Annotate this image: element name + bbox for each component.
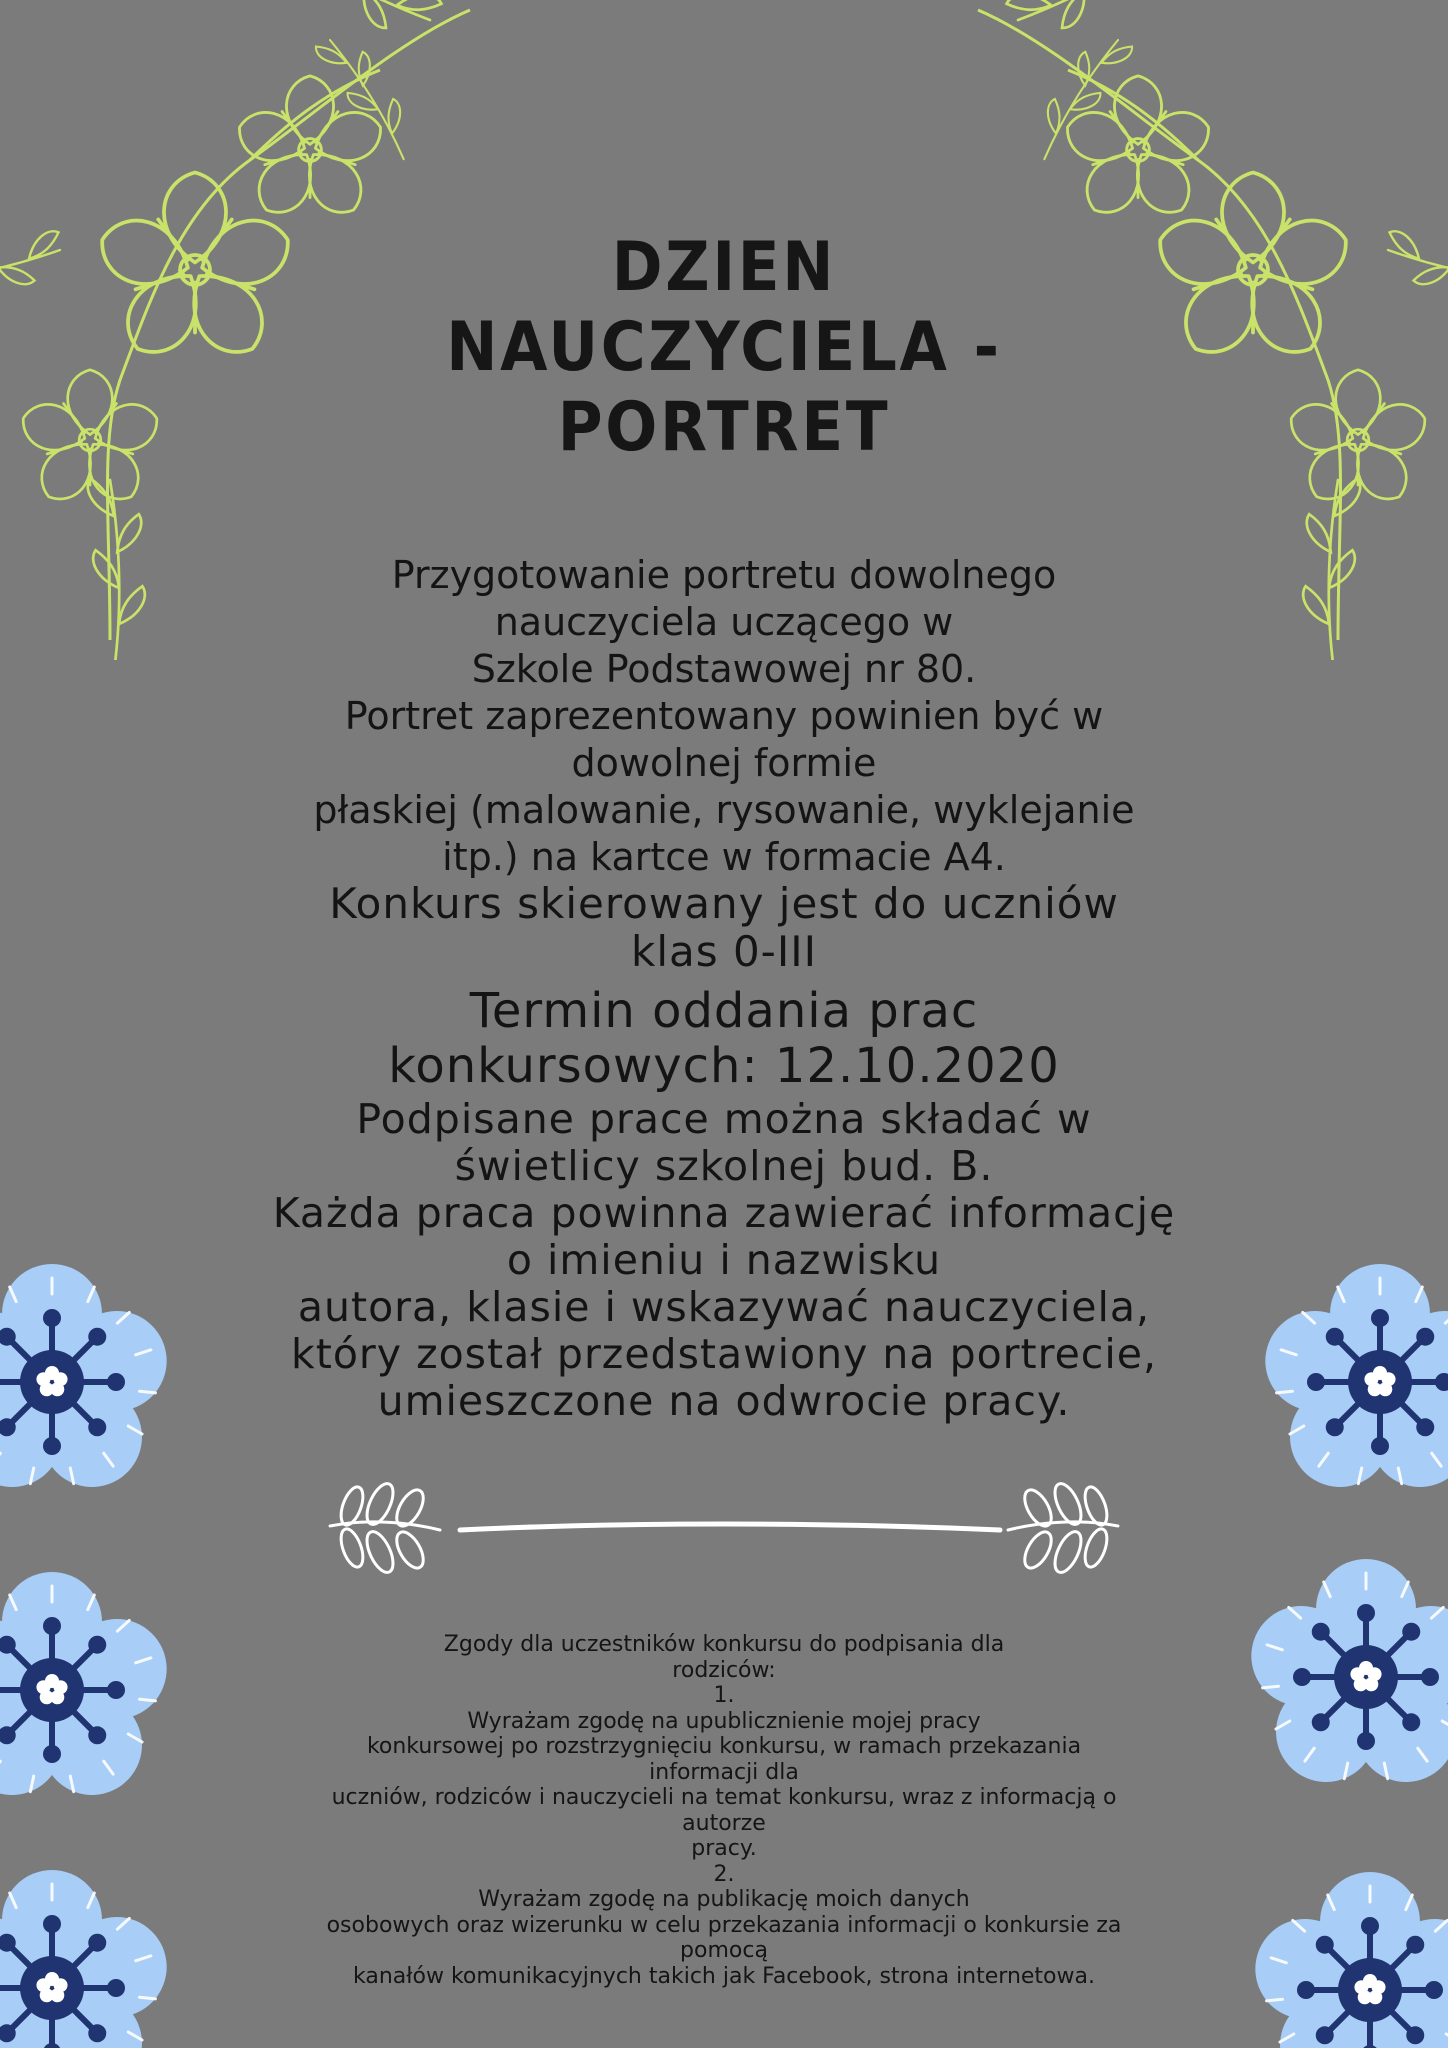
format-paragraph [134,693,1314,881]
intro-paragraph [134,552,1314,693]
text-line: informacji dla [649,1759,799,1785]
text-line: uczniów, rodziców i nauczycieli na temat konkursu, wraz z informacją o [331,1785,1117,1810]
text-line: który został przedstawiony na portrecie, [291,1330,1157,1378]
text-line: konkursowych: 12.10.2020 [388,1038,1060,1094]
text-line: świetlicy szkolnej bud. B. [454,1142,994,1190]
text-line: osobowych oraz wizerunku w celu przekazania informacji o konkursie za [326,1912,1122,1938]
text-line: autora, klasie i wskazywać nauczyciela, [297,1283,1151,1331]
text-line: autorze [682,1810,766,1836]
text-line: Zgody dla uczestników konkursu do podpisania dla [443,1632,1005,1657]
text-line: Wyrażam zgodę na publikację moich danych [478,1887,970,1912]
title-line: PORTRET [557,388,891,467]
text-line: Termin oddania prac [469,983,979,1039]
text-line: konkursowej po rozstrzygnięciu konkursu, w ramach przekazania [366,1734,1082,1759]
text-line: dowolnej formie [571,741,877,785]
text-line: pracy. [691,1836,757,1861]
text-line: Wyrażam zgodę na upublicznienie mojej pracy [467,1708,981,1734]
consent-section [124,1632,1324,1989]
text-line: płaskiej (malowanie, rysowanie, wyklejanie [313,788,1135,832]
deadline-paragraph [134,984,1314,1094]
text-line: Konkurs skierowany jest do uczniów [329,879,1119,928]
text-line: nauczyciela uczącego w [494,600,954,644]
title-line: NAUCZYCIELA - [446,308,1002,387]
text-line: Portret zaprezentowany powinien być w [344,694,1104,738]
laurel-divider-icon [320,1460,1128,1580]
text-line: pomocą [680,1938,768,1963]
text-line: 2. [713,1861,735,1887]
text-line: Przygotowanie portretu dowolnego [391,553,1057,597]
title-line: DZIEN [611,228,837,307]
poster-title [364,228,1084,468]
text-line: Każda praca powinna zawierać informację [272,1189,1176,1237]
text-line: umieszczone na odwrocie pracy. [377,1377,1071,1425]
text-line: kanałów komunikacyjnych takich jak Facebook, strona internetowa. [353,1963,1095,1989]
text-line: klas 0-III [631,927,817,976]
text-line: itp.) na kartce w formacie A4. [442,835,1006,879]
text-line: 1. [713,1683,735,1708]
submission-paragraph [134,1096,1314,1425]
text-line: Szkole Podstawowej nr 80. [471,647,977,691]
text-line: Podpisane prace można składać w [356,1095,1092,1143]
text-line: rodziców: [672,1657,776,1683]
audience-paragraph [134,880,1314,976]
text-line: o imieniu i nazwisku [506,1236,942,1284]
